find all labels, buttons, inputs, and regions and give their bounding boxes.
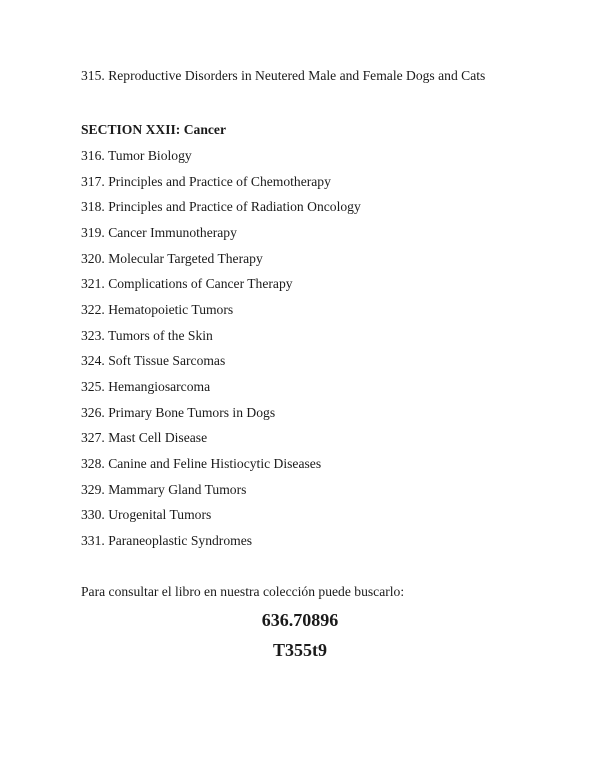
toc-entry: 330. Urogenital Tumors — [81, 507, 212, 522]
toc-entry: 321. Complications of Cancer Therapy — [81, 276, 293, 291]
toc-entry: 323. Tumors of the Skin — [81, 328, 213, 343]
toc-entry: 316. Tumor Biology — [81, 148, 192, 163]
toc-entry: 319. Cancer Immunotherapy — [81, 225, 237, 240]
toc-entry: 326. Primary Bone Tumors in Dogs — [81, 405, 276, 420]
toc-entry: 318. Principles and Practice of Radiation Oncology — [81, 199, 361, 214]
call-number-cutter: T355t9 — [273, 640, 327, 660]
toc-entry: 331. Paraneoplastic Syndromes — [81, 533, 253, 548]
toc-entry: 320. Molecular Targeted Therapy — [81, 251, 263, 266]
toc-entry: 324. Soft Tissue Sarcomas — [81, 353, 226, 368]
section-heading: SECTION XXII: Cancer — [81, 122, 227, 137]
call-number-class: 636.70896 — [261, 610, 339, 630]
library-note: Para consultar el libro en nuestra colección puede buscarlo: — [81, 584, 405, 599]
toc-entry: 328. Canine and Feline Histiocytic Diseases — [81, 456, 322, 471]
toc-entry: 329. Mammary Gland Tumors — [81, 482, 247, 497]
toc-entry: 322. Hematopoietic Tumors — [81, 302, 234, 317]
toc-entry-315: 315. Reproductive Disorders in Neutered Male and Female Dogs and Cats — [81, 68, 486, 83]
toc-entry: 317. Principles and Practice of Chemotherapy — [81, 174, 331, 189]
toc-entry: 327. Mast Cell Disease — [81, 430, 208, 445]
toc-entry: 325. Hemangiosarcoma — [81, 379, 211, 394]
